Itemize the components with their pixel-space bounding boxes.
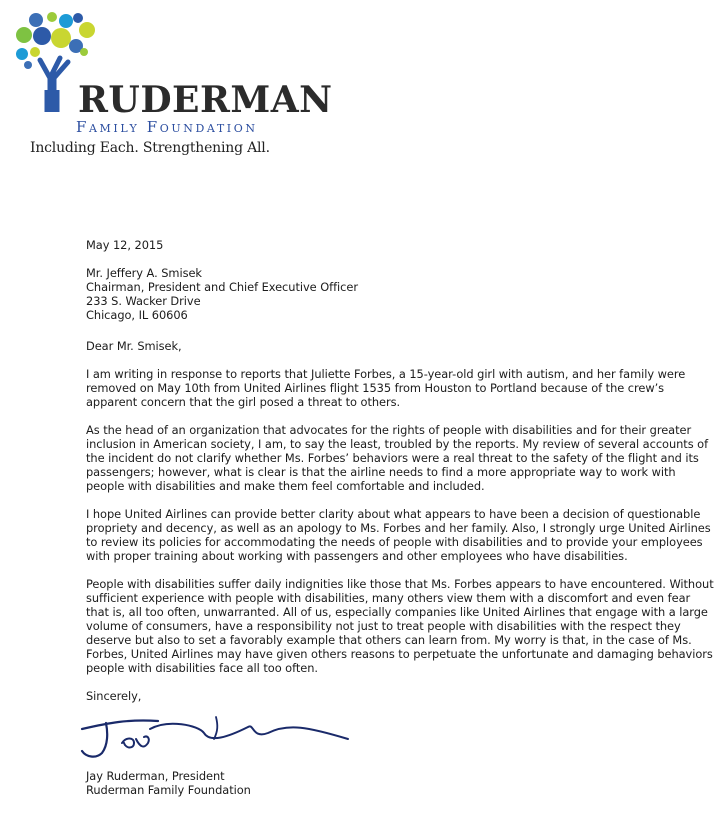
recipient-address bbox=[86, 266, 716, 322]
signer-name: Jay Ruderman, President bbox=[86, 769, 225, 783]
paragraph: I am writing in response to reports that Juliette Forbes, a 15-year-old girl with autism, and her family were removed on May 10th from United Airlines flight 1535 from Houston to Portland because of the crew’s apparent concern that the girl posed a threat to others. bbox=[86, 367, 686, 409]
org-subtitle: Family Foundation bbox=[76, 118, 258, 136]
signer-org: Ruderman Family Foundation bbox=[86, 783, 251, 797]
recipient-line: Chairman, President and Chief Executive Officer bbox=[86, 280, 358, 294]
paragraph: People with disabilities suffer daily indignities like those that Ms. Forbes appears to have encountered. Without sufficient experience with people with disabilities, many others view them with a discomfort and even fear that is, all too often, unwarranted. All of us, especially companies like United Airlines that engage with a large volume of consumers, have a responsibility not just to treat people with disabilities with the respect they deserve but also to set a favorably example that others can learn from. My worry is that, in the case of Ms. Forbes, United Airlines may have given others reasons to perpetuate the unfortunate and damaging behaviors people with disabilities face all too often. bbox=[86, 577, 714, 675]
org-tagline: Including Each. Strengthening All. bbox=[30, 140, 270, 156]
paragraph: As the head of an organization that advocates for the rights of people with disabilities and for their greater inclusion in American society, I am, to say the least, troubled by the reports. My review of several accounts of the incident do not clarify whether Ms. Forbes’ behaviors were a real threat to the safety of the flight and its passengers; however, what is clear is that the airline needs to find a more appropriate way to work with people with disabilities and make them feel comfortable and included. bbox=[86, 423, 709, 493]
salutation: Dear Mr. Smisek, bbox=[86, 339, 182, 353]
signature-image bbox=[78, 709, 358, 765]
org-name: RUDERMAN bbox=[78, 79, 333, 121]
letterhead-logo bbox=[12, 8, 333, 158]
signer-block bbox=[86, 769, 716, 797]
closing: Sincerely, bbox=[86, 689, 142, 703]
recipient-line: 233 S. Wacker Drive bbox=[86, 294, 201, 308]
letter-body bbox=[86, 238, 716, 797]
recipient-line: Chicago, IL 60606 bbox=[86, 308, 188, 322]
recipient-line: Mr. Jeffery A. Smisek bbox=[86, 266, 202, 280]
letter-date: May 12, 2015 bbox=[86, 238, 164, 252]
paragraph: I hope United Airlines can provide better clarity about what appears to have been a decision of questionable propriety and decency, as well as an apology to Ms. Forbes and her family. Also, I strongly urge United Airlines to review its policies for accommodating the needs of people with disabilities and to provide your employees with proper training about working with passengers and other employees who have disabilities. bbox=[86, 507, 711, 563]
